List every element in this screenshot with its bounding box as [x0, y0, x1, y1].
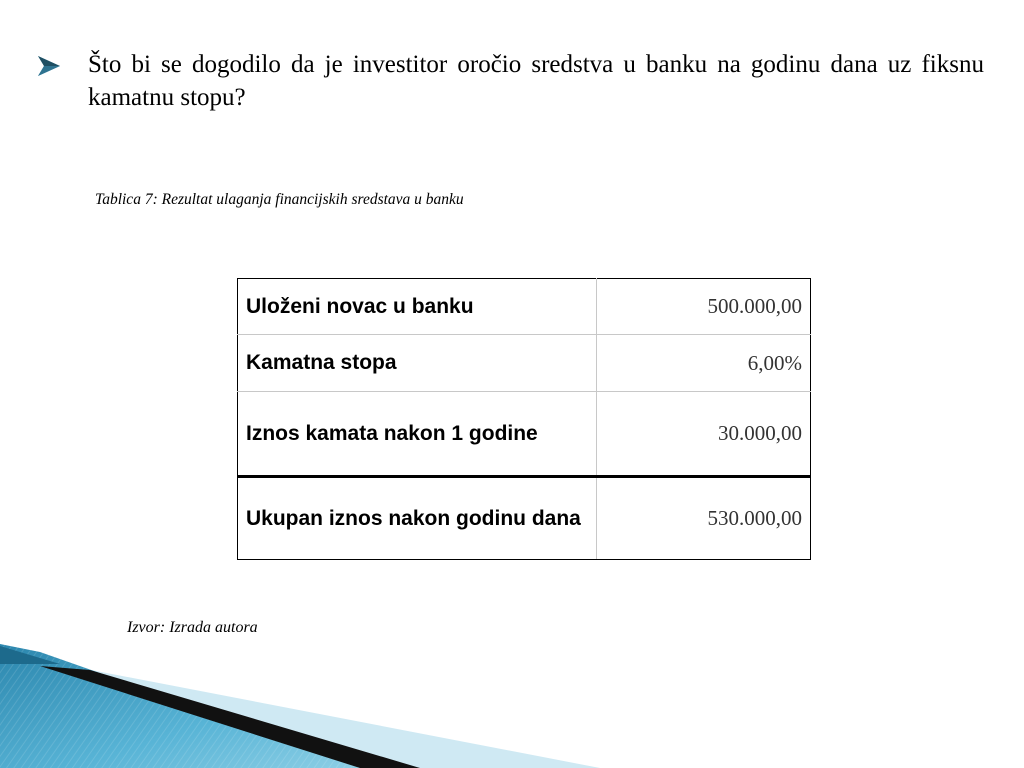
row-label: Kamatna stopa: [238, 335, 597, 392]
source-note: Izvor: Izrada autora: [127, 619, 258, 636]
table-row: [238, 335, 811, 392]
question-text: Što bi se dogodilo da je investitor oročio sredstva u banku na godinu dana uz fiksnu kamatnu stopu?: [88, 51, 984, 111]
table-caption: Tablica 7: Rezultat ulaganja financijskih sredstava u banku: [95, 191, 464, 208]
table-row-total: [238, 477, 811, 560]
row-label: Uloženi novac u banku: [238, 279, 597, 335]
row-value: 30.000,00: [597, 392, 811, 477]
table-row: [238, 279, 811, 335]
row-label: Ukupan iznos nakon godinu dana: [238, 477, 597, 560]
row-value: 530.000,00: [597, 477, 811, 560]
row-value: 6,00%: [597, 335, 811, 392]
results-table: [237, 278, 811, 560]
bullet-item: [38, 48, 984, 114]
table-row: [238, 392, 811, 477]
corner-stripes-decoration: [0, 630, 1024, 768]
row-label: Iznos kamata nakon 1 godine: [238, 392, 597, 477]
row-value: 500.000,00: [597, 279, 811, 335]
arrowhead-bullet-icon: [38, 48, 70, 81]
